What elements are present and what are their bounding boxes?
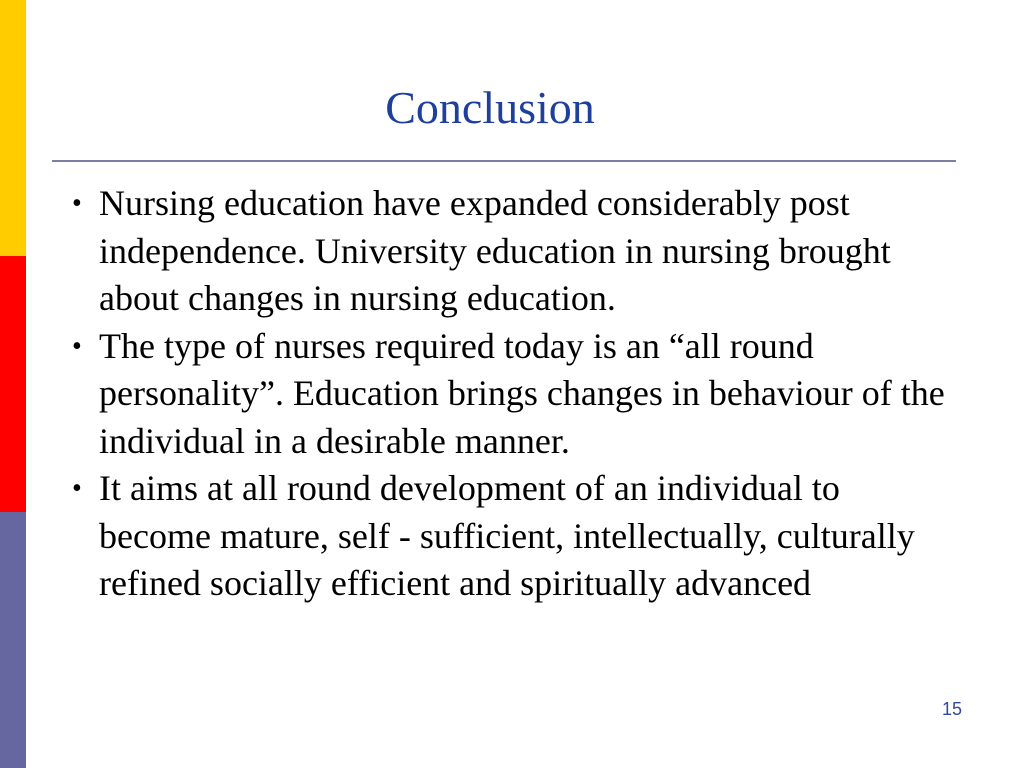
title-divider bbox=[52, 160, 956, 162]
bullet-icon: • bbox=[72, 330, 82, 362]
bullet-item bbox=[72, 323, 952, 466]
page-number: 15 bbox=[941, 699, 962, 719]
bullet-list bbox=[72, 180, 952, 608]
side-bar-red bbox=[0, 256, 26, 512]
side-bar-blue bbox=[0, 512, 26, 768]
bullet-text: Nursing education have expanded considerably post independence. University education in nursing brought about changes in nursing education. bbox=[99, 183, 891, 318]
slide-title: Conclusion bbox=[385, 82, 595, 133]
bullet-item bbox=[72, 180, 952, 323]
bullet-text: It aims at all round development of an individual to become mature, self - sufficient, intellectually, culturally refined socially efficient and spiritually advanced bbox=[99, 468, 915, 603]
bullet-icon: • bbox=[72, 188, 82, 219]
bullet-text: The type of nurses required today is an “all round personality”. Education brings changes in behaviour of the individual in a desirable manner. bbox=[99, 325, 945, 461]
bullet-icon: • bbox=[72, 473, 82, 504]
bullet-item bbox=[72, 465, 952, 608]
